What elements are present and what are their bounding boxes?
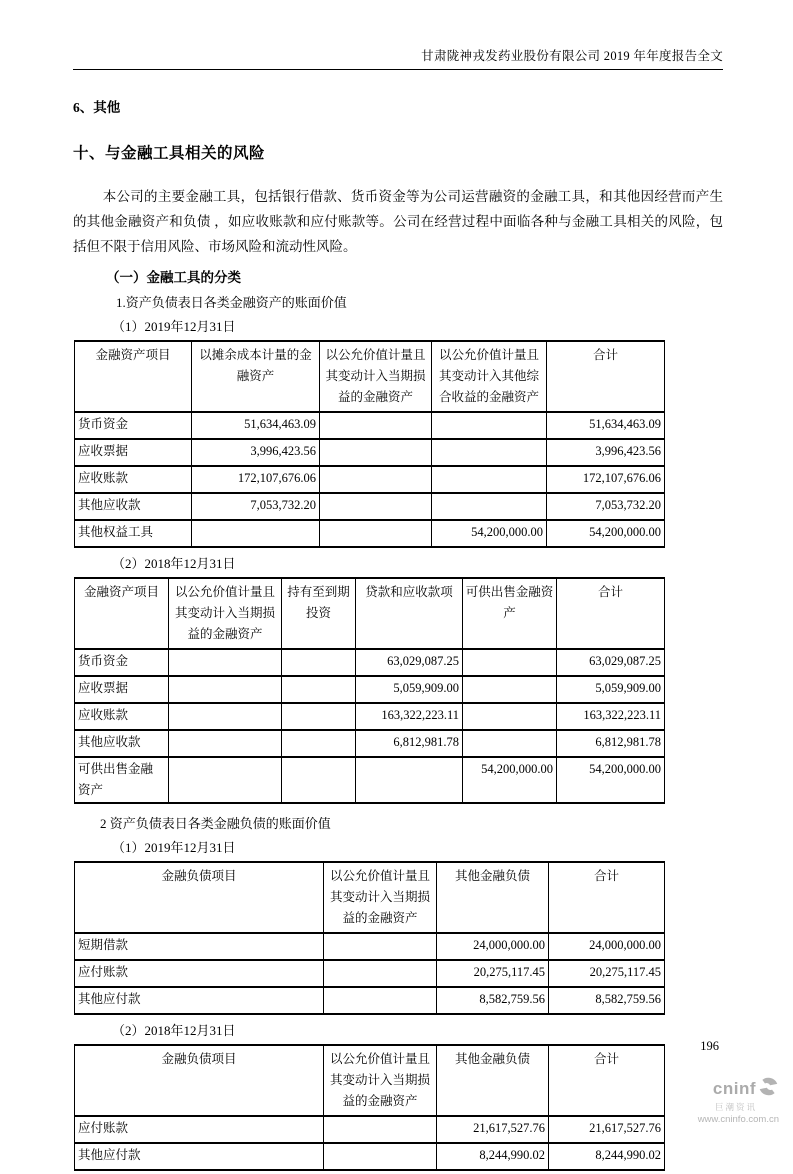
value-cell: 54,200,000.00: [547, 520, 665, 547]
column-header: 以公允价值计量且其变动计入当期损益的金融资产: [169, 578, 282, 649]
value-cell: [282, 703, 356, 730]
assets-2018-date: （2）2018年12月31日: [112, 556, 236, 571]
value-cell: 5,059,909.00: [557, 676, 665, 703]
assets-2019-table: [74, 340, 665, 548]
row-label-cell: 短期借款: [75, 933, 324, 960]
value-cell: 20,275,117.45: [437, 960, 549, 987]
column-header: 金融负债项目: [75, 862, 324, 933]
classification-heading: （一）金融工具的分类: [106, 270, 241, 285]
value-cell: 6,812,981.78: [356, 730, 463, 757]
value-cell: 172,107,676.06: [192, 466, 320, 493]
value-cell: [356, 757, 463, 803]
value-cell: 54,200,000.00: [557, 757, 665, 803]
value-cell: [463, 676, 557, 703]
value-cell: [432, 412, 547, 439]
value-cell: [432, 493, 547, 520]
column-header: 合计: [557, 578, 665, 649]
intro-paragraph: 本公司的主要金融工具，包括银行借款、货币资金等为公司运营融资的金融工具，和其他因经营而产生的其他金融资产和负债 ，如应收账款和应付账款等。公司在经营过程中面临各种与金融工具相关的风险，包括但不限于信用风险、市场风险和流动性风险。: [73, 189, 723, 254]
value-cell: 5,059,909.00: [356, 676, 463, 703]
column-header: 持有至到期投资: [282, 578, 356, 649]
row-label-cell: 应收票据: [75, 676, 169, 703]
value-cell: [324, 1116, 437, 1143]
row-label-cell: 其他应付款: [75, 1143, 324, 1170]
value-cell: 21,617,527.76: [549, 1116, 665, 1143]
page-content: [73, 86, 723, 1174]
value-cell: 8,244,990.02: [549, 1143, 665, 1170]
value-cell: [463, 730, 557, 757]
row-label-cell: 应付账款: [75, 960, 324, 987]
row-label-cell: 货币资金: [75, 412, 192, 439]
section-10-heading: 十、与金融工具相关的风险: [73, 145, 266, 162]
value-cell: [320, 412, 432, 439]
row-label-cell: 应付账款: [75, 1116, 324, 1143]
column-header: 可供出售金融资产: [463, 578, 557, 649]
cninfo-swirl-icon: [758, 1076, 779, 1101]
table-row: [75, 412, 665, 439]
value-cell: [282, 730, 356, 757]
column-header: 贷款和应收款项: [356, 578, 463, 649]
value-cell: [324, 933, 437, 960]
cninfo-logo-subtitle: 巨潮资讯: [714, 1102, 757, 1112]
liabilities-2018-date: （2）2018年12月31日: [112, 1023, 236, 1038]
row-label-cell: 其他应收款: [75, 730, 169, 757]
value-cell: 8,244,990.02: [437, 1143, 549, 1170]
value-cell: 24,000,000.00: [549, 933, 665, 960]
row-label-cell: 其他应收款: [75, 493, 192, 520]
table-row: [75, 960, 665, 987]
table-row: [75, 757, 665, 803]
column-header: 合计: [549, 1045, 665, 1116]
value-cell: 172,107,676.06: [547, 466, 665, 493]
table-header-row: [75, 578, 665, 649]
value-cell: [432, 439, 547, 466]
column-header: 以公允价值计量且其变动计入当期损益的金融资产: [324, 862, 437, 933]
row-label-cell: 可供出售金融资产: [75, 757, 169, 803]
table-row: [75, 987, 665, 1014]
value-cell: 3,996,423.56: [192, 439, 320, 466]
value-cell: [169, 649, 282, 676]
table-row: [75, 649, 665, 676]
value-cell: 54,200,000.00: [432, 520, 547, 547]
table-row: [75, 520, 665, 547]
value-cell: 54,200,000.00: [463, 757, 557, 803]
value-cell: 51,634,463.09: [547, 412, 665, 439]
column-header: 以摊余成本计量的金融资产: [192, 341, 320, 412]
value-cell: [282, 649, 356, 676]
column-header: 其他金融负债: [437, 1045, 549, 1116]
table-row: [75, 493, 665, 520]
value-cell: [324, 960, 437, 987]
value-cell: [320, 493, 432, 520]
value-cell: [320, 520, 432, 547]
value-cell: 63,029,087.25: [356, 649, 463, 676]
value-cell: 7,053,732.20: [192, 493, 320, 520]
column-header: 合计: [547, 341, 665, 412]
table-header-row: [75, 1045, 665, 1116]
value-cell: [320, 466, 432, 493]
value-cell: [463, 703, 557, 730]
row-label-cell: 其他权益工具: [75, 520, 192, 547]
row-label-cell: 应收账款: [75, 703, 169, 730]
liabilities-2018-table: [74, 1044, 665, 1171]
value-cell: 163,322,223.11: [557, 703, 665, 730]
row-label-cell: 应收账款: [75, 466, 192, 493]
column-header: 以公允价值计量且其变动计入当期损益的金融资产: [324, 1045, 437, 1116]
column-header: 合计: [549, 862, 665, 933]
row-label-cell: 货币资金: [75, 649, 169, 676]
value-cell: [320, 439, 432, 466]
column-header: 金融资产项目: [75, 341, 192, 412]
table-row: [75, 439, 665, 466]
cninfo-logo-url: www.cninfo.com.cn: [697, 1113, 779, 1125]
section-6-heading: 6、其他: [73, 100, 121, 115]
row-label-cell: 应收票据: [75, 439, 192, 466]
table-header-row: [75, 341, 665, 412]
value-cell: 8,582,759.56: [549, 987, 665, 1014]
assets-2019-date: （1）2019年12月31日: [112, 319, 236, 334]
table-row: [75, 676, 665, 703]
value-cell: [192, 520, 320, 547]
cninfo-logo-text: cninf: [712, 1079, 756, 1098]
column-header: 其他金融负债: [437, 862, 549, 933]
column-header: 以公允价值计量且其变动计入其他综合收益的金融资产: [432, 341, 547, 412]
cninfo-logo-top: [698, 1076, 779, 1101]
cninfo-logo: [698, 1076, 779, 1124]
value-cell: [169, 757, 282, 803]
table-row: [75, 1116, 665, 1143]
table-row: [75, 933, 665, 960]
report-title: 甘肃陇神戎发药业股份有限公司 2019 年年度报告全文: [421, 49, 723, 63]
column-header: 金融负债项目: [75, 1045, 324, 1116]
column-header: 金融资产项目: [75, 578, 169, 649]
page-number: 196: [700, 1039, 719, 1053]
liabilities-2019-table: [74, 861, 665, 1015]
liabilities-heading: 2 资产负债表日各类金融负债的账面价值: [100, 816, 331, 831]
column-header: 以公允价值计量且其变动计入当期损益的金融资产: [320, 341, 432, 412]
row-label-cell: 其他应付款: [75, 987, 324, 1014]
value-cell: 24,000,000.00: [437, 933, 549, 960]
assets-heading: 1.资产负债表日各类金融资产的账面价值: [116, 295, 347, 310]
value-cell: 6,812,981.78: [557, 730, 665, 757]
table-row: [75, 703, 665, 730]
value-cell: [463, 649, 557, 676]
table-row: [75, 730, 665, 757]
value-cell: 63,029,087.25: [557, 649, 665, 676]
table-row: [75, 1143, 665, 1170]
table-row: [75, 466, 665, 493]
value-cell: [169, 730, 282, 757]
value-cell: 8,582,759.56: [437, 987, 549, 1014]
value-cell: 7,053,732.20: [547, 493, 665, 520]
value-cell: 20,275,117.45: [549, 960, 665, 987]
value-cell: 21,617,527.76: [437, 1116, 549, 1143]
report-header: [73, 46, 723, 70]
value-cell: [324, 987, 437, 1014]
table-header-row: [75, 862, 665, 933]
liabilities-2019-date: （1）2019年12月31日: [112, 840, 236, 855]
value-cell: 163,322,223.11: [356, 703, 463, 730]
value-cell: [282, 676, 356, 703]
value-cell: 3,996,423.56: [547, 439, 665, 466]
value-cell: 51,634,463.09: [192, 412, 320, 439]
assets-2018-table: [74, 577, 665, 804]
value-cell: [169, 703, 282, 730]
value-cell: [324, 1143, 437, 1170]
value-cell: [432, 466, 547, 493]
value-cell: [169, 676, 282, 703]
value-cell: [282, 757, 356, 803]
